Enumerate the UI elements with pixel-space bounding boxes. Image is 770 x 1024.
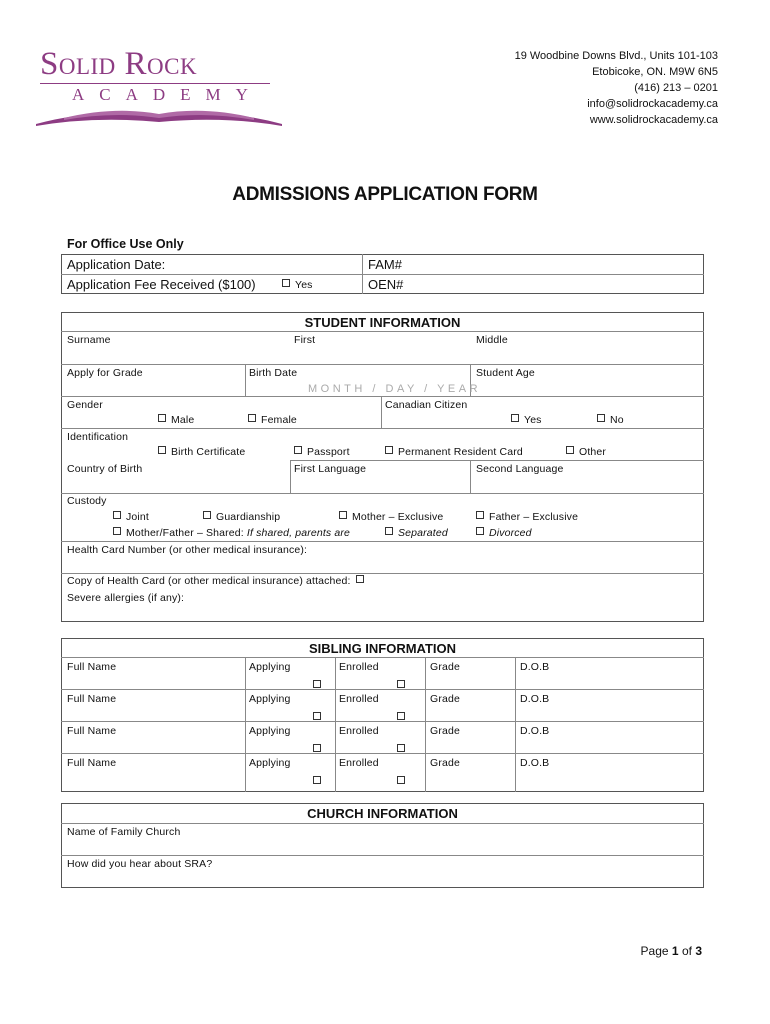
divider bbox=[61, 274, 704, 275]
shared-option[interactable] bbox=[113, 527, 350, 539]
checkbox[interactable] bbox=[158, 414, 166, 422]
family-church-field[interactable]: Name of Family Church bbox=[67, 826, 181, 838]
checkbox[interactable] bbox=[203, 511, 211, 519]
surname-field[interactable]: Surname bbox=[67, 334, 111, 346]
checkbox[interactable] bbox=[566, 446, 574, 454]
citizen-label: Canadian Citizen bbox=[385, 399, 468, 411]
health-card-copy-option[interactable] bbox=[67, 575, 369, 587]
pr-card-label: Permanent Resident Card bbox=[398, 446, 523, 458]
mother-exclusive-option[interactable] bbox=[339, 511, 443, 523]
logo-title: Solid Rock bbox=[40, 46, 198, 82]
student-age-field[interactable]: Student Age bbox=[476, 367, 535, 379]
sibling-grade-field[interactable]: Grade bbox=[430, 661, 460, 673]
father-exclusive-option[interactable] bbox=[476, 511, 578, 523]
checkbox[interactable] bbox=[158, 446, 166, 454]
page-prefix: Page bbox=[640, 944, 669, 958]
email-line: info@solidrockacademy.ca bbox=[587, 98, 718, 110]
first-name-field[interactable]: First bbox=[294, 334, 316, 346]
sibling-enrolled-label: Enrolled bbox=[339, 661, 379, 673]
health-card-field[interactable]: Health Card Number (or other medical insurance): bbox=[67, 544, 308, 556]
shared-label: Mother/Father – Shared: bbox=[126, 527, 247, 539]
divider bbox=[362, 254, 363, 294]
sibling-enrolled-label: Enrolled bbox=[339, 693, 379, 705]
separated-option[interactable] bbox=[385, 527, 448, 539]
divider bbox=[61, 855, 704, 856]
divider bbox=[61, 396, 704, 397]
checkbox[interactable] bbox=[385, 446, 393, 454]
sibling-dob-field[interactable]: D.O.B bbox=[520, 725, 550, 737]
phone-line: (416) 213 – 0201 bbox=[634, 82, 718, 94]
enrolled-checkbox[interactable] bbox=[397, 680, 405, 688]
divider bbox=[245, 364, 246, 396]
citizen-no-option[interactable] bbox=[597, 414, 624, 426]
checkbox[interactable] bbox=[476, 511, 484, 519]
page-number: 1 bbox=[671, 944, 679, 958]
divider bbox=[61, 493, 704, 494]
second-language-field[interactable]: Second Language bbox=[476, 463, 564, 475]
date-format-hint: MONTH / DAY / YEAR bbox=[308, 383, 482, 395]
divider bbox=[290, 460, 291, 493]
open-book-icon bbox=[34, 104, 284, 128]
divider bbox=[61, 657, 704, 658]
student-info-heading: STUDENT INFORMATION bbox=[304, 315, 461, 330]
divider bbox=[61, 721, 704, 722]
church-info-heading: CHURCH INFORMATION bbox=[307, 806, 458, 821]
health-card-copy-label: Copy of Health Card (or other medical insurance) attached: bbox=[67, 575, 351, 587]
sibling-enrolled-label: Enrolled bbox=[339, 757, 379, 769]
divider bbox=[335, 657, 336, 792]
sibling-applying-label: Applying bbox=[249, 661, 291, 673]
divider bbox=[290, 460, 704, 461]
gender-label: Gender bbox=[67, 399, 103, 411]
passport-option[interactable] bbox=[294, 446, 350, 458]
checkbox[interactable] bbox=[356, 575, 364, 583]
enrolled-checkbox[interactable] bbox=[397, 776, 405, 784]
divider bbox=[61, 823, 704, 824]
sibling-dob-field[interactable]: D.O.B bbox=[520, 661, 550, 673]
sibling-info-heading: SIBLING INFORMATION bbox=[308, 641, 457, 656]
office-use-heading: For Office Use Only bbox=[67, 237, 184, 251]
applying-checkbox[interactable] bbox=[313, 712, 321, 720]
divider bbox=[61, 541, 704, 542]
birth-certificate-option[interactable] bbox=[158, 446, 245, 458]
sibling-grade-field[interactable]: Grade bbox=[430, 757, 460, 769]
checkbox[interactable] bbox=[282, 279, 290, 287]
checkbox[interactable] bbox=[476, 527, 484, 535]
checkbox[interactable] bbox=[294, 446, 302, 454]
first-language-field[interactable]: First Language bbox=[294, 463, 367, 475]
logo-subtitle: ACADEMY bbox=[72, 85, 263, 104]
male-option[interactable] bbox=[158, 414, 194, 426]
address-line: 19 Woodbine Downs Blvd., Units 101-103 bbox=[514, 50, 718, 62]
sibling-applying-label: Applying bbox=[249, 693, 291, 705]
joint-option[interactable] bbox=[113, 511, 149, 523]
contact-block bbox=[515, 48, 718, 128]
form-title: ADMISSIONS APPLICATION FORM bbox=[232, 184, 538, 205]
sibling-full-name-field[interactable]: Full Name bbox=[67, 693, 117, 705]
divider bbox=[245, 657, 246, 792]
divider bbox=[381, 396, 382, 428]
page-indicator bbox=[641, 944, 702, 958]
fee-yes-label: Yes bbox=[295, 279, 313, 291]
sibling-full-name-field[interactable]: Full Name bbox=[67, 661, 117, 673]
divider bbox=[61, 753, 704, 754]
separated-label: Separated bbox=[398, 527, 448, 539]
checkbox[interactable] bbox=[339, 511, 347, 519]
city-line: Etobicoke, ON. M9W 6N5 bbox=[592, 66, 718, 78]
sibling-full-name-field[interactable]: Full Name bbox=[67, 725, 117, 737]
mother-exclusive-label: Mother – Exclusive bbox=[352, 511, 444, 523]
allergies-field[interactable]: Severe allergies (if any): bbox=[67, 592, 185, 604]
sibling-dob-field[interactable]: D.O.B bbox=[520, 693, 550, 705]
joint-label: Joint bbox=[126, 511, 149, 523]
other-id-option[interactable] bbox=[566, 446, 606, 458]
female-option[interactable] bbox=[248, 414, 297, 426]
sibling-applying-label: Applying bbox=[249, 725, 291, 737]
sibling-grade-field[interactable]: Grade bbox=[430, 725, 460, 737]
apply-grade-field[interactable]: Apply for Grade bbox=[67, 367, 143, 379]
sibling-grade-field[interactable]: Grade bbox=[430, 693, 460, 705]
page-total: 3 bbox=[695, 944, 702, 958]
male-label: Male bbox=[171, 414, 195, 426]
website-line: www.solidrockacademy.ca bbox=[589, 114, 718, 126]
application-fee-label: Application Fee Received ($100) bbox=[67, 277, 256, 292]
checkbox[interactable] bbox=[385, 527, 393, 535]
applying-checkbox[interactable] bbox=[313, 744, 321, 752]
applying-checkbox[interactable] bbox=[313, 680, 321, 688]
fam-field[interactable]: FAM# bbox=[368, 257, 402, 272]
sibling-dob-field[interactable]: D.O.B bbox=[520, 757, 550, 769]
checkbox[interactable] bbox=[113, 511, 121, 519]
sibling-info-section bbox=[61, 638, 704, 792]
passport-label: Passport bbox=[307, 446, 350, 458]
divider bbox=[61, 428, 704, 429]
checkbox[interactable] bbox=[248, 414, 256, 422]
checkbox[interactable] bbox=[113, 527, 121, 535]
guardianship-option[interactable] bbox=[203, 511, 280, 523]
citizen-no-label: No bbox=[610, 414, 624, 426]
pr-card-option[interactable] bbox=[385, 446, 523, 458]
logo-divider bbox=[40, 83, 270, 84]
page-of: of bbox=[681, 944, 692, 958]
birth-certificate-label: Birth Certificate bbox=[171, 446, 246, 458]
divider bbox=[61, 364, 704, 365]
divider bbox=[61, 689, 704, 690]
sibling-applying-label: Applying bbox=[249, 757, 291, 769]
if-shared-note: If shared, parents are bbox=[246, 527, 351, 539]
divider bbox=[470, 460, 471, 493]
identification-label: Identification bbox=[67, 431, 129, 443]
divider bbox=[515, 657, 516, 792]
other-id-label: Other bbox=[579, 446, 607, 458]
sibling-enrolled-label: Enrolled bbox=[339, 725, 379, 737]
sibling-full-name-field[interactable]: Full Name bbox=[67, 757, 117, 769]
application-date-field[interactable]: Application Date: bbox=[67, 257, 166, 272]
female-label: Female bbox=[261, 414, 297, 426]
country-of-birth-field[interactable]: Country of Birth bbox=[67, 463, 143, 475]
fee-yes-option[interactable] bbox=[282, 279, 313, 291]
enrolled-checkbox[interactable] bbox=[397, 712, 405, 720]
referral-source-field[interactable]: How did you hear about SRA? bbox=[67, 858, 213, 870]
oen-field[interactable]: OEN# bbox=[368, 277, 404, 292]
guardianship-label: Guardianship bbox=[216, 511, 281, 523]
checkbox[interactable] bbox=[597, 414, 605, 422]
applying-checkbox[interactable] bbox=[313, 776, 321, 784]
custody-label: Custody bbox=[67, 495, 107, 507]
checkbox[interactable] bbox=[511, 414, 519, 422]
divider bbox=[61, 573, 704, 574]
divider bbox=[61, 331, 704, 332]
divider bbox=[425, 657, 426, 792]
middle-name-field[interactable]: Middle bbox=[476, 334, 508, 346]
enrolled-checkbox[interactable] bbox=[397, 744, 405, 752]
citizen-yes-option[interactable] bbox=[511, 414, 542, 426]
citizen-yes-label: Yes bbox=[524, 414, 542, 426]
divorced-label: Divorced bbox=[489, 527, 532, 539]
father-exclusive-label: Father – Exclusive bbox=[489, 511, 579, 523]
divorced-option[interactable] bbox=[476, 527, 532, 539]
birth-date-field[interactable]: Birth Date bbox=[249, 367, 298, 379]
